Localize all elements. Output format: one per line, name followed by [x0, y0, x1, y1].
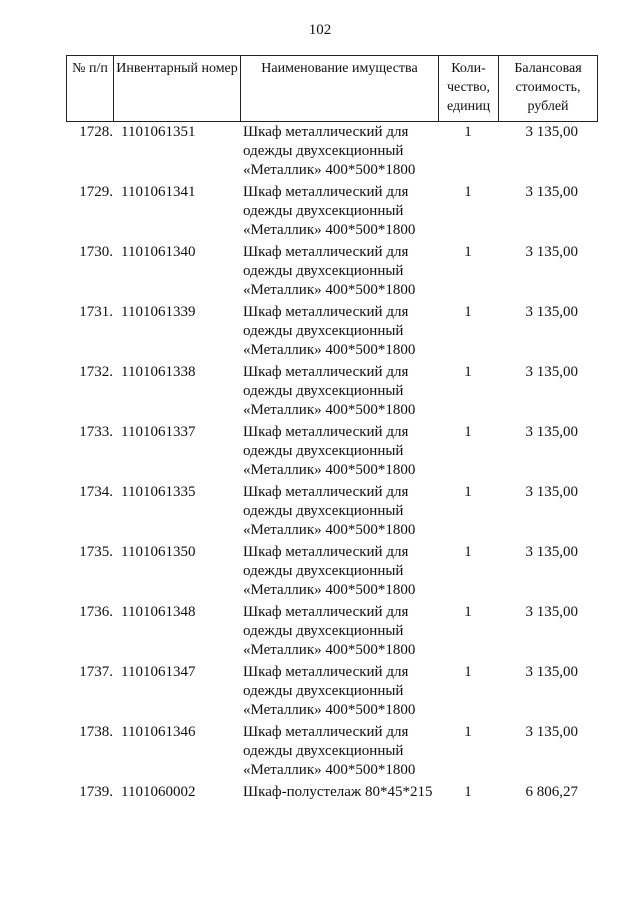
item-name: Шкаф металлический для одежды двухсекционный «Металлик» 400*500*1800 [243, 484, 416, 538]
item-value: 3 135,00 [525, 304, 578, 320]
table-row [0, 303, 640, 363]
item-name: Шкаф металлический для одежды двухсекционный «Металлик» 400*500*1800 [243, 364, 416, 418]
header-value: Балансовая стоимость, рублей [514, 61, 582, 114]
item-quantity: 1 [464, 124, 472, 140]
row-number: 1734. [79, 484, 113, 500]
item-quantity: 1 [464, 364, 472, 380]
page-number: 102 [308, 22, 332, 38]
table-row [0, 723, 640, 783]
row-number: 1732. [79, 364, 113, 380]
table-row [0, 363, 640, 423]
item-value: 3 135,00 [525, 184, 578, 200]
inventory-number: 1101061351 [121, 124, 196, 140]
item-value: 6 806,27 [525, 784, 578, 800]
row-number: 1739. [79, 784, 113, 800]
header-name: Наименование имущества [241, 56, 439, 121]
item-value: 3 135,00 [525, 544, 578, 560]
item-quantity: 1 [464, 544, 472, 560]
table-row [0, 783, 640, 807]
item-name: Шкаф металлический для одежды двухсекционный «Металлик» 400*500*1800 [243, 244, 416, 298]
table-row [0, 423, 640, 483]
row-number: 1736. [79, 604, 113, 620]
row-number: 1729. [79, 184, 113, 200]
table-row [0, 603, 640, 663]
item-value: 3 135,00 [525, 424, 578, 440]
item-name: Шкаф металлический для одежды двухсекционный «Металлик» 400*500*1800 [243, 124, 416, 178]
inventory-number: 1101061339 [121, 304, 196, 320]
item-quantity: 1 [464, 424, 472, 440]
item-value: 3 135,00 [525, 724, 578, 740]
item-quantity: 1 [464, 244, 472, 260]
row-number: 1733. [79, 424, 113, 440]
inventory-number: 1101061340 [121, 244, 196, 260]
table-row [0, 663, 640, 723]
item-value: 3 135,00 [525, 604, 578, 620]
item-value: 3 135,00 [525, 484, 578, 500]
inventory-number: 1101061337 [121, 424, 196, 440]
table-row [0, 243, 640, 303]
row-number: 1735. [79, 544, 113, 560]
item-value: 3 135,00 [525, 364, 578, 380]
item-name: Шкаф металлический для одежды двухсекционный «Металлик» 400*500*1800 [243, 664, 416, 718]
inventory-number: 1101061346 [121, 724, 196, 740]
inventory-number: 1101061347 [121, 664, 196, 680]
item-value: 3 135,00 [525, 664, 578, 680]
item-quantity: 1 [464, 784, 472, 800]
table-row [0, 123, 640, 183]
item-name: Шкаф металлический для одежды двухсекционный «Металлик» 400*500*1800 [243, 604, 416, 658]
item-name: Шкаф металлический для одежды двухсекционный «Металлик» 400*500*1800 [243, 184, 416, 238]
table-row [0, 483, 640, 543]
item-quantity: 1 [464, 304, 472, 320]
table-row [0, 543, 640, 603]
inventory-number: 1101061335 [121, 484, 196, 500]
row-number: 1731. [79, 304, 113, 320]
item-value: 3 135,00 [525, 244, 578, 260]
table-header [66, 55, 598, 122]
row-number: 1728. [79, 124, 113, 140]
item-name: Шкаф металлический для одежды двухсекционный «Металлик» 400*500*1800 [243, 724, 416, 778]
item-name: Шкаф металлический для одежды двухсекционный «Металлик» 400*500*1800 [243, 424, 416, 478]
inventory-number: 1101060002 [121, 784, 196, 800]
header-num: № п/п [67, 56, 114, 121]
row-number: 1738. [79, 724, 113, 740]
item-quantity: 1 [464, 184, 472, 200]
table-body [0, 123, 640, 807]
item-quantity: 1 [464, 664, 472, 680]
item-quantity: 1 [464, 724, 472, 740]
item-quantity: 1 [464, 604, 472, 620]
item-quantity: 1 [464, 484, 472, 500]
inventory-number: 1101061350 [121, 544, 196, 560]
inventory-number: 1101061338 [121, 364, 196, 380]
item-value: 3 135,00 [525, 124, 578, 140]
inventory-number: 1101061341 [121, 184, 196, 200]
header-quantity: Коли-чество, единиц [439, 56, 499, 121]
row-number: 1730. [79, 244, 113, 260]
item-name: Шкаф металлический для одежды двухсекционный «Металлик» 400*500*1800 [243, 304, 416, 358]
item-name: Шкаф металлический для одежды двухсекционный «Металлик» 400*500*1800 [243, 544, 416, 598]
item-name: Шкаф-полустелаж 80*45*215 [243, 784, 433, 800]
table-row [0, 183, 640, 243]
row-number: 1737. [79, 664, 113, 680]
inventory-number: 1101061348 [121, 604, 196, 620]
header-inventory: Инвентарный номер [114, 56, 241, 121]
